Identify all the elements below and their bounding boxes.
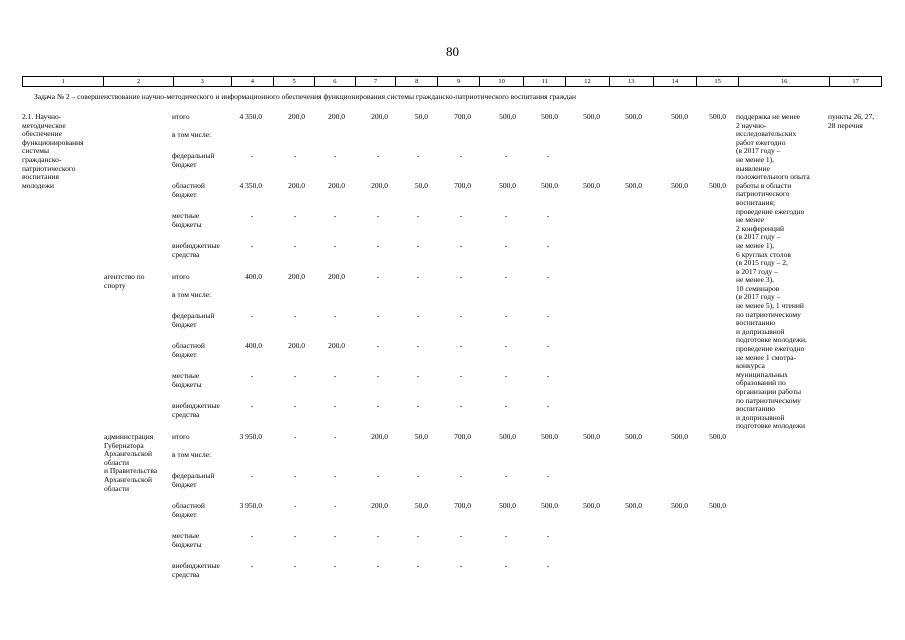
- table-cell: -: [504, 561, 508, 570]
- table-cell: -: [416, 151, 420, 160]
- results-text: поддержка не менее 2 научно- исследовательских работ ежегодно (в 2017 году – не менее 1), выявление положительного опыта работы в области патриотического воспитания; проведение ежегодно не менее 2 конференций (в 2017 году – не менее 1), 6 круглых столов (в 2015 году – 2, в 2017 году – не менее 3), 10 семинаров (в 2017 году – не менее 5), 1 чтений по патриотическому воспитанию и допризывной подготовке молодежи, проведение ежегодно не менее 1 смотра- конкурса муниципальных образований по организации работы по патриотическому воспитанию и допризывной подготовке молодежи: [736, 112, 810, 431]
- table-cell: -: [504, 272, 508, 281]
- table-cell: -: [459, 371, 463, 380]
- table-cell: -: [333, 432, 337, 441]
- header-column-14: 14: [654, 77, 698, 86]
- table-cell: -: [504, 311, 508, 320]
- table-cell: 500,0: [499, 181, 516, 190]
- header-column-11: 11: [524, 77, 566, 86]
- table-cell: 500,0: [671, 112, 688, 121]
- source-label: итого: [172, 432, 190, 441]
- table-cell: -: [504, 401, 508, 410]
- table-cell: -: [250, 241, 254, 250]
- table-cell: -: [333, 211, 337, 220]
- table-cell: 500,0: [499, 432, 516, 441]
- source-label: итого: [172, 272, 190, 281]
- table-cell: -: [376, 311, 380, 320]
- header-column-10: 10: [480, 77, 525, 86]
- table-cell: 50,0: [414, 112, 428, 121]
- table-cell: -: [293, 501, 297, 510]
- executor-name: агентство по спорту: [104, 272, 145, 290]
- table-cell: -: [459, 241, 463, 250]
- table-cell: 500,0: [671, 181, 688, 190]
- table-cell: -: [546, 371, 550, 380]
- table-cell: 700,0: [454, 501, 471, 510]
- table-cell: -: [416, 531, 420, 540]
- table-cell: 500,0: [583, 501, 600, 510]
- table-cell: -: [376, 211, 380, 220]
- source-label: итого: [172, 112, 190, 121]
- table-cell: 500,0: [709, 112, 726, 121]
- table-cell: 3 950,0: [239, 432, 262, 441]
- table-cell: 700,0: [454, 181, 471, 190]
- table-cell: -: [376, 371, 380, 380]
- header-column-12: 12: [566, 77, 610, 86]
- source-label: областной бюджет: [172, 501, 205, 519]
- table-cell: -: [546, 401, 550, 410]
- header-column-7: 7: [356, 77, 397, 86]
- table-cell: -: [459, 531, 463, 540]
- table-cell: -: [293, 241, 297, 250]
- table-cell: -: [459, 341, 463, 350]
- table-cell: -: [459, 272, 463, 281]
- table-cell: 50,0: [414, 181, 428, 190]
- table-cell: 4 350,0: [239, 181, 262, 190]
- table-cell: -: [459, 151, 463, 160]
- source-label: местные бюджеты: [172, 531, 202, 549]
- table-cell: -: [250, 471, 254, 480]
- table-cell: -: [376, 341, 380, 350]
- source-label: федеральный бюджет: [172, 471, 215, 489]
- source-label: внебюджетные средства: [172, 561, 220, 579]
- header-column-9: 9: [438, 77, 480, 86]
- source-label: областной бюджет: [172, 341, 205, 359]
- table-cell: -: [416, 371, 420, 380]
- table-cell: -: [504, 531, 508, 540]
- source-label: местные бюджеты: [172, 371, 202, 389]
- table-cell: 400,0: [245, 272, 262, 281]
- table-cell: -: [416, 561, 420, 570]
- table-cell: -: [504, 211, 508, 220]
- table-cell: -: [416, 272, 420, 281]
- table-cell: 500,0: [709, 432, 726, 441]
- table-cell: 500,0: [709, 501, 726, 510]
- table-cell: -: [250, 151, 254, 160]
- table-cell: 500,0: [583, 432, 600, 441]
- table-cell: 500,0: [499, 501, 516, 510]
- table-cell: -: [333, 531, 337, 540]
- table-cell: -: [293, 151, 297, 160]
- table-cell: -: [376, 471, 380, 480]
- table-cell: -: [416, 311, 420, 320]
- header-column-17: 17: [852, 78, 859, 85]
- table-cell: -: [546, 151, 550, 160]
- table-cell: -: [416, 241, 420, 250]
- table-cell: -: [333, 471, 337, 480]
- table-cell: -: [546, 311, 550, 320]
- table-cell: -: [546, 211, 550, 220]
- header-column-16: 16: [739, 77, 830, 86]
- source-label: внебюджетные средства: [172, 241, 220, 259]
- table-cell: 200,0: [371, 181, 388, 190]
- table-cell: -: [333, 501, 337, 510]
- table-cell: -: [333, 401, 337, 410]
- table-cell: -: [459, 401, 463, 410]
- header-column-13: 13: [610, 77, 654, 86]
- table-cell: 50,0: [414, 432, 428, 441]
- table-cell: 50,0: [414, 501, 428, 510]
- table-cell: -: [293, 311, 297, 320]
- table-cell: -: [333, 561, 337, 570]
- table-cell: 700,0: [454, 432, 471, 441]
- header-column-15: 15: [697, 77, 739, 86]
- header-column-2: 2: [104, 77, 174, 86]
- table-cell: -: [546, 471, 550, 480]
- table-cell: -: [376, 151, 380, 160]
- source-label: федеральный бюджет: [172, 151, 215, 169]
- table-cell: 500,0: [583, 112, 600, 121]
- table-cell: -: [504, 471, 508, 480]
- table-cell: -: [546, 272, 550, 281]
- header-column-4: 4: [232, 77, 275, 86]
- header-column-6: 6: [315, 77, 356, 86]
- table-cell: -: [546, 241, 550, 250]
- source-label: внебюджетные средства: [172, 401, 220, 419]
- reference-text: пункты 26, 27, 28 перечня: [828, 112, 875, 130]
- page-number: 80: [446, 44, 459, 59]
- table-cell: 700,0: [454, 112, 471, 121]
- table-cell: 200,0: [328, 112, 345, 121]
- table-cell: 3 950,0: [239, 501, 262, 510]
- table-cell: -: [416, 341, 420, 350]
- table-cell: -: [376, 561, 380, 570]
- table-cell: 200,0: [288, 341, 305, 350]
- executor-name: администрация Губернатора Архангельской области и Правительства Архангельской области: [104, 432, 158, 493]
- table-cell: -: [376, 401, 380, 410]
- table-cell: -: [250, 401, 254, 410]
- source-label: в том числе:: [172, 130, 212, 139]
- table-cell: 500,0: [499, 112, 516, 121]
- table-cell: -: [546, 341, 550, 350]
- table-cell: -: [459, 211, 463, 220]
- table-cell: -: [416, 401, 420, 410]
- table-cell: -: [504, 241, 508, 250]
- header-column-3: 3: [174, 77, 232, 86]
- table-cell: 4 350,0: [239, 112, 262, 121]
- table-cell: -: [250, 311, 254, 320]
- table-cell: -: [504, 371, 508, 380]
- header-column-1: 1: [23, 77, 104, 86]
- item-name: 2.1. Научно- методическое обеспечение функционирования системы гражданско- патриотического воспитания молодежи: [22, 112, 84, 190]
- table-cell: -: [546, 561, 550, 570]
- table-cell: 200,0: [371, 112, 388, 121]
- table-cell: -: [376, 272, 380, 281]
- table-cell: -: [504, 151, 508, 160]
- table-cell: -: [416, 211, 420, 220]
- table-cell: -: [250, 371, 254, 380]
- table-cell: -: [293, 531, 297, 540]
- table-cell: -: [293, 561, 297, 570]
- table-cell: 500,0: [625, 181, 642, 190]
- table-cell: 200,0: [328, 272, 345, 281]
- table-cell: -: [376, 531, 380, 540]
- table-cell: 500,0: [541, 432, 558, 441]
- table-cell: -: [293, 432, 297, 441]
- table-cell: 200,0: [328, 181, 345, 190]
- table-cell: 200,0: [371, 501, 388, 510]
- table-cell: -: [416, 471, 420, 480]
- table-cell: 200,0: [371, 432, 388, 441]
- source-label: местные бюджеты: [172, 211, 202, 229]
- table-cell: 500,0: [709, 181, 726, 190]
- header-row: [22, 76, 882, 87]
- table-cell: 500,0: [671, 501, 688, 510]
- table-cell: 200,0: [288, 112, 305, 121]
- table-cell: 500,0: [625, 501, 642, 510]
- table-cell: 500,0: [625, 112, 642, 121]
- table-cell: 500,0: [583, 181, 600, 190]
- table-cell: -: [546, 531, 550, 540]
- table-cell: -: [250, 211, 254, 220]
- source-label: федеральный бюджет: [172, 311, 215, 329]
- table-cell: 500,0: [625, 432, 642, 441]
- table-cell: -: [333, 241, 337, 250]
- table-cell: -: [293, 371, 297, 380]
- table-cell: -: [333, 311, 337, 320]
- table-cell: -: [459, 471, 463, 480]
- table-cell: -: [250, 561, 254, 570]
- table-cell: -: [293, 401, 297, 410]
- source-label: в том числе:: [172, 450, 212, 459]
- table-cell: -: [293, 211, 297, 220]
- source-label: в том числе:: [172, 290, 212, 299]
- table-cell: -: [459, 311, 463, 320]
- table-cell: 200,0: [328, 341, 345, 350]
- table-cell: -: [293, 471, 297, 480]
- table-cell: 500,0: [671, 432, 688, 441]
- table-cell: -: [333, 371, 337, 380]
- source-label: областной бюджет: [172, 181, 205, 199]
- table-cell: 400,0: [245, 341, 262, 350]
- table-cell: 500,0: [541, 112, 558, 121]
- table-cell: 200,0: [288, 181, 305, 190]
- table-cell: -: [504, 341, 508, 350]
- table-cell: 200,0: [288, 272, 305, 281]
- task-title: Задача № 2 – совершенствование научно-методического и информационного обеспечения функционирования системы гражданско-патриотического воспитания граждан: [34, 92, 576, 101]
- table-cell: -: [250, 531, 254, 540]
- table-cell: -: [459, 561, 463, 570]
- table-cell: -: [376, 241, 380, 250]
- table-cell: 500,0: [541, 181, 558, 190]
- header-column-5: 5: [274, 77, 315, 86]
- table-cell: -: [333, 151, 337, 160]
- header-column-8: 8: [396, 77, 438, 86]
- table-cell: 500,0: [541, 501, 558, 510]
